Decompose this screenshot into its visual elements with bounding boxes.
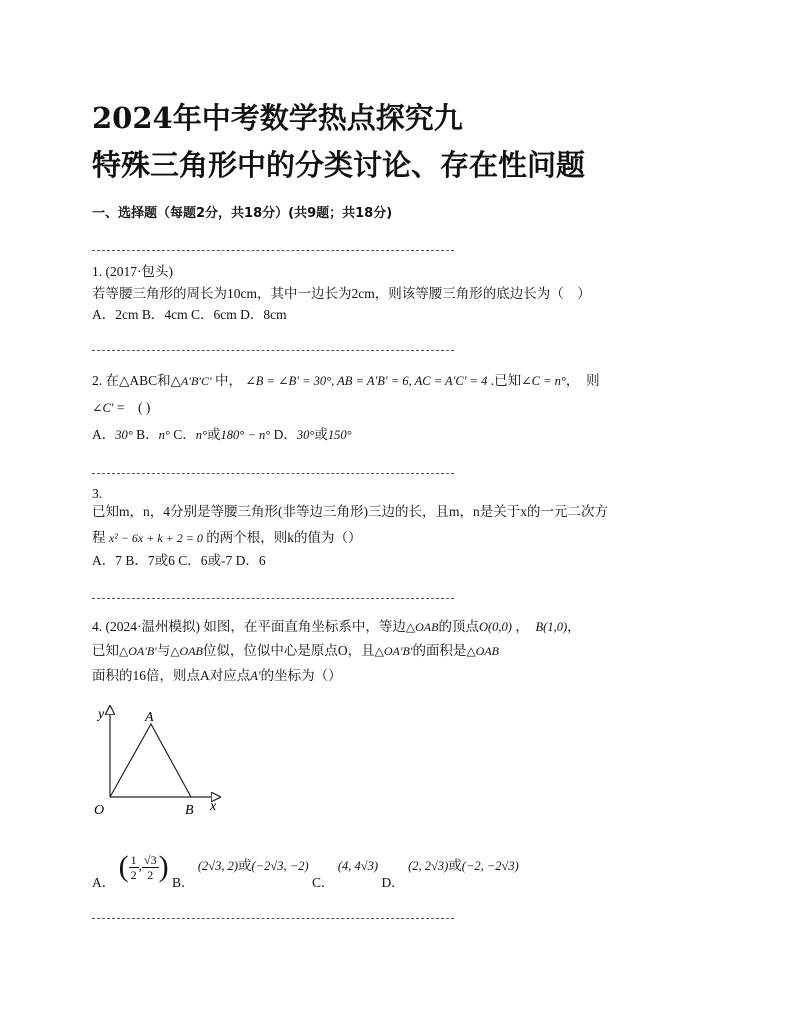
q4-coordinate-graph <box>88 700 228 825</box>
q4-triangle-oab: △OAB <box>405 620 439 634</box>
q2-condition: ∠B = ∠B′ = 30°, AB = A′B′ = 6, AC = A′C′ = 4 <box>245 374 488 388</box>
graph-label-b: B <box>185 803 194 818</box>
q2-option-b-label: B． <box>132 427 159 442</box>
q4-separator: ， <box>515 619 523 634</box>
q2-option-d-or: 或 <box>314 427 328 442</box>
q4-line2 <box>92 642 499 660</box>
divider <box>92 918 454 919</box>
q2-line1 <box>92 372 704 390</box>
q2-line2 <box>92 399 150 417</box>
divider <box>92 598 454 599</box>
q4-option-d-or: 或 <box>448 858 462 874</box>
q2-tail-c: ， 则 <box>565 373 600 388</box>
q2-tail-a: .已知 <box>490 373 522 388</box>
q4-comma: ， <box>567 619 581 634</box>
q3-text2b: 的两个根，则k的值为（） <box>206 530 362 545</box>
q4-option-d1: (2, 2√3) <box>408 859 449 874</box>
q4-l3b: 的坐标为（） <box>260 668 342 683</box>
q2-option-d1: 30° <box>296 428 315 442</box>
q4-point-o: O(0,0) <box>478 620 512 634</box>
q3-options: A．7 B．7或6 C．6或-7 D．6 <box>92 553 266 568</box>
q4-l3a: 面积的16倍，则点A对应点 <box>92 668 251 683</box>
q3-line2 <box>92 529 361 547</box>
q4-a-prime: A′ <box>250 669 261 683</box>
q4-triangle-oab-3: △OAB <box>466 644 499 658</box>
q4-option-b2: (−2√3, −2) <box>251 859 309 874</box>
q2-option-c1: n° <box>195 428 208 442</box>
q4-l2d: 的面积是 <box>412 643 467 658</box>
q2-mid: 中， <box>214 373 242 388</box>
q4-option-a-y: $\frac{√3}{2}$ <box>144 852 157 882</box>
q3-text1: 已知m，n，4分别是等腰三角形(非等边三角形)三边的长，且m，n是关于x的一元二次方 <box>92 504 608 519</box>
triangle-oab <box>110 724 191 797</box>
q4-triangle-prime: △OA′B′ <box>119 644 157 658</box>
q4-option-c: (4, 4√3) <box>337 859 379 874</box>
q4-option-a-label: A． <box>92 875 116 890</box>
q2-option-d-label: D． <box>270 427 297 442</box>
divider <box>92 250 454 251</box>
q3-text2a: 程 <box>92 530 106 545</box>
q4-line3 <box>92 667 342 685</box>
q4-option-b-or: 或 <box>238 858 252 874</box>
q4-l2a: 已知 <box>92 643 119 658</box>
q4-triangle-oab-2: △OAB <box>170 644 203 658</box>
q4-option-b1: (2√3, 2) <box>197 859 239 874</box>
q4-lead: 4. (2024·温州模拟) 如图，在平面直角坐标系中，等边 <box>92 619 406 634</box>
q2-options <box>92 426 352 444</box>
graph-label-x: x <box>210 799 217 814</box>
q2-ask-rest: = ( ) <box>113 400 151 415</box>
graph-label-o: O <box>94 803 105 818</box>
q4-option-d2: (−2, −2√3) <box>461 859 519 874</box>
graph-label-a: A <box>145 710 154 725</box>
q4-option-d-label: D． <box>381 875 405 890</box>
section-header: 一、选择题（每题2分，共18分）(共9题；共18分) <box>92 206 393 221</box>
q2-tail-b: ∠C = n° <box>521 374 566 388</box>
graph-label-y: y <box>98 707 105 722</box>
q4-line1 <box>92 618 581 636</box>
q4-triangle-prime-2: △OA′B′ <box>374 644 413 658</box>
q2-ask-angle: ∠C′ <box>92 401 114 415</box>
q4-option-c-label: C． <box>311 875 335 890</box>
divider <box>92 350 454 351</box>
q2-triangle-prime: A′B′C′ <box>181 374 212 388</box>
q4-vertex-text: 的顶点 <box>438 619 479 634</box>
q2-option-c-label: C． <box>169 427 196 442</box>
q4-option-b-label: B． <box>171 875 195 890</box>
q3-equation: x² − 6x + k + 2 = 0 <box>108 531 203 545</box>
q4-point-b: B(1,0) <box>535 620 568 634</box>
q3-number: 3. <box>92 486 103 501</box>
q1-options: A．2cm B．4cm C．6cm D．8cm <box>92 307 287 322</box>
q2-option-c-or: 或 <box>207 427 221 442</box>
q4-l2b: 与 <box>156 643 171 658</box>
q4-option-a-x: $\frac{1}{2}$ <box>130 852 137 882</box>
q2-option-a: 30° <box>115 428 133 442</box>
q2-option-b: n° <box>158 428 170 442</box>
divider <box>92 473 454 474</box>
q2-option-c2: 180° − n° <box>220 428 271 442</box>
q1-number: 1. (2017·包头) <box>92 264 173 279</box>
q2-option-d2: 150° <box>327 428 352 442</box>
q1-text: 若等腰三角形的周长为10cm，其中一边长为2cm，则该等腰三角形的底边长为（ ） <box>92 286 591 301</box>
q4-options: A． ( $\frac{1}{2}$ , $\frac{√3}{2}$ ) B． (2√3, 2)或(−2√3, −2) C． (4, 4√3) D． (2, 2√3)或(−2, −2√3) <box>92 840 519 890</box>
page-title-line1: 2024年中考数学热点探究九 <box>92 101 463 135</box>
q2-option-a-label: A． <box>92 427 116 442</box>
q2-lead: 2. 在△ABC和△ <box>92 373 182 388</box>
q4-l2c: 位似，位似中心是原点O，且 <box>202 643 375 658</box>
page-title-line2: 特殊三角形中的分类讨论、存在性问题 <box>92 148 586 182</box>
